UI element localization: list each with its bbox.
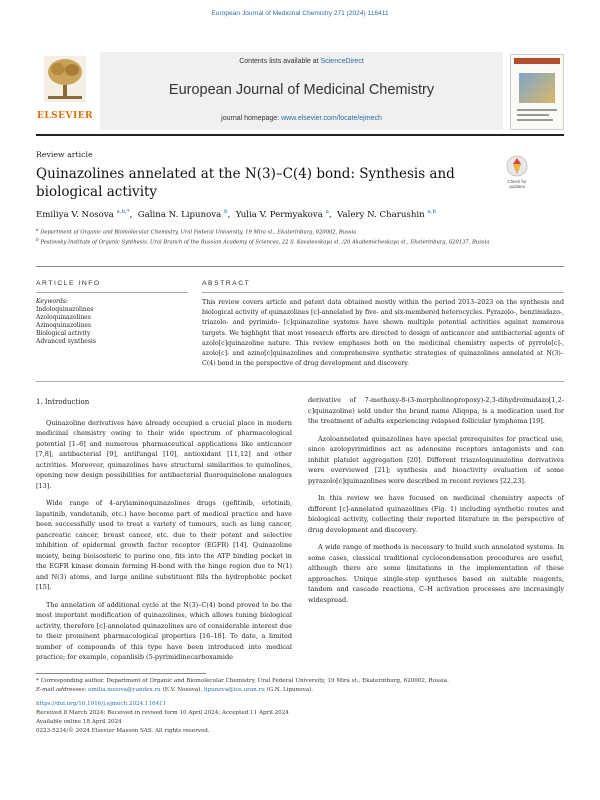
cover-text-line: [517, 119, 553, 121]
running-header: European Journal of Medicinal Chemistry 271 (2024) 116411: [211, 10, 389, 17]
keyword: Advanced synthesis: [36, 338, 96, 345]
paragraph: A wide range of methods is necessary to build such annelated systems. In some cases, classical traditional cyclocondensation procedures are useful, although there are some limitations in the implementation of these approaches. Unique single-step syntheses based on suitable reagents, tandem and cascade reactions, C–H activation processes are increasingly widespread.: [308, 543, 564, 604]
article-title: Quinazolines annelated at the N(3)–C(4) bond: Synthesis and biological activity: [36, 166, 455, 200]
homepage-link[interactable]: www.elsevier.com/locate/ejmech: [281, 115, 382, 122]
keyword: Azoloquinazolines: [36, 314, 91, 321]
doi-line: [36, 700, 564, 708]
journal-masthead: [36, 52, 564, 130]
divider: [36, 381, 564, 382]
paragraph: In this review we have focused on medicinal chemistry aspects of different [c]-annelated quinazolines (Fig. 1) including synthetic routes and biological activity, collecting their reported literature in the perspective of drug development and discovery.: [308, 494, 564, 534]
affil-text: Postovsky Institute of Organic Synthesis, Ural Branch of the Russian Academy of Sciences, 22 S. Kovalevskaya st. /20 Akademicheskaya st., Ekaterinburg, 620137, Russia: [40, 239, 490, 246]
contents-prefix: Contents lists available at: [239, 58, 319, 65]
author-name[interactable]: Galina N. Lipunova: [137, 209, 222, 220]
author-name[interactable]: Valery N. Charushin: [337, 209, 425, 220]
keyword: Biological activity: [36, 330, 91, 337]
elsevier-logo[interactable]: [36, 52, 94, 130]
abstract-heading: ABSTRACT: [202, 280, 251, 287]
paragraph: Quinazoline derivatives have already occupied a crucial place in modern medicinal chemistry owing to their wide spectrum of pharmacological potential [1–6] and numerous pharmaceutical applications like anticancer [7,8], antibacterial [9], antifungal [10], antioxidant [11,12] and other activities. Moreover, quinazolines have structural similarities to quinolines, opening new design possibilities for antibacterial fluoroquinolone analogues [13].: [36, 418, 292, 490]
author-name[interactable]: Yulia V. Permyakova: [235, 209, 323, 220]
keywords-label: Keywords:: [36, 298, 68, 305]
received-dates: Received 8 March 2024; Received in revised form 10 April 2024; Accepted 11 April 2024: [36, 710, 289, 716]
divider: [36, 292, 188, 293]
doi-link[interactable]: https://doi.org/10.1016/j.ejmech.2024.116411: [36, 701, 167, 707]
corresponding-author-note: * Corresponding author. Department of Organic and Biomolecular Chemistry, Ural Federal University, 19 Mira st., Ekaterinburg, 620002, Russia.: [36, 678, 449, 684]
keyword: Indoloquinazolines: [36, 306, 94, 313]
crossmark-icon[interactable]: [506, 155, 528, 177]
email-link[interactable]: lipunova@ios.uran.ru: [203, 687, 265, 693]
affil-marker: b: [36, 238, 39, 243]
copyright-line: 0223-5234/© 2024 Elsevier Masson SAS. All rights reserved.: [36, 728, 210, 734]
article-type: Review article: [36, 150, 93, 159]
keyword-list: [36, 306, 96, 346]
body-column-right: [308, 395, 564, 612]
cover-text-line: [517, 114, 549, 116]
email-label: E-mail addresses:: [36, 687, 87, 693]
affiliation: [36, 227, 556, 237]
author-list: Emiliya V. Nosova $^{a,b,*}$, Galina N. Lipunova $^b$, Yulia V. Permyakova $^a$, Valery N. Charushin $^{a,b}$: [36, 209, 436, 220]
cover-image: [519, 73, 555, 103]
author-affil-marker[interactable]: b: [224, 209, 228, 215]
cover-title-bar: [514, 58, 560, 64]
sciencedirect-link[interactable]: ScienceDirect: [320, 58, 364, 65]
paragraph: derivative of 7-methoxy-8-(3-morpholinopropoxy)-2,3-dihydroimidazo[1,2-c]quinazoline) sold under the brand name Aliqopa, is a medication used for the treatment of adults experiencing relapsed follicular lymphoma [19].: [308, 396, 564, 425]
author-affil-marker[interactable]: a,b,*: [116, 209, 130, 215]
paragraph: Wide range of 4-arylaminoquinazolines drugs (gefitinib, erlotinib, lapatinib, vandetanib, etc.) have become part of medical practice and have been successfully used to treat a variety of tumours, such as lung cancer, pancreatic cancer, breast cancer, etc. due to their potent and selective inhibition of epidermal growth factor receptor (EGFR) [14]. Quinazoline moiety, being bioisosteric to purine one, fits into the ATP binding pocket in the EGFR kinase domain forming H-bond with the hinge region due to N(1) and N(3) atoms, and large aniline substituent fills the hydrophobic pocket [15].: [36, 499, 292, 591]
elsevier-wordmark: ELSEVIER: [36, 111, 94, 121]
affil-text: Department of Organic and Biomolecular Chemistry, Ural Federal University, 19 Mira st., Ekaterinburg, 620002, Russia: [40, 229, 357, 236]
author-affil-marker[interactable]: a: [325, 209, 329, 215]
cover-text-line: [517, 109, 557, 111]
affil-marker: a: [36, 228, 39, 233]
email-link[interactable]: emilia.nosova@yandex.ru: [88, 687, 161, 693]
elsevier-tree-icon: [44, 56, 86, 102]
body-column-left: [36, 397, 292, 670]
footnote-rule: [36, 673, 206, 674]
abstract-text: This review covers article and patent data obtained mostly within the period 2013–2023 on the synthesis and biological activity of quinazolines [c]-annelated by five- and six-membered heterocycles. Pyrazolo-, benzimidazo-, triazolo- and pyrimido- [c]quinazoline systems have shown multiple potential activities against numerous targets. We highlight that most research efforts are directed to design of anticancer and antibacterial agents of azolo[c]quinazoline nature. This review emphases both on the medicinal chemistry aspects of pyrrolo[c]-, azolo[c]- and azino[c]quinazolines and comprehensive synthetic strategies of quinazolines annelated at N(3)–C(4) bond in the perspective of drug development and discovery.: [202, 299, 564, 368]
email-owner: (E.V. Nosova),: [162, 687, 203, 693]
crossmark-label: Check for updates: [507, 179, 527, 189]
online-date: Available online 18 April 2024: [36, 719, 122, 725]
email-line: [36, 686, 564, 694]
homepage-line: [100, 115, 503, 122]
homepage-prefix: journal homepage:: [221, 115, 280, 122]
email-owner: (G.N. Lipunova).: [266, 687, 314, 693]
masthead-rule: [36, 134, 564, 136]
contents-line: [100, 58, 503, 65]
journal-cover-thumbnail[interactable]: [510, 54, 564, 130]
section-heading: 1. Introduction: [36, 398, 90, 406]
author-name[interactable]: Emiliya V. Nosova: [36, 209, 114, 220]
affiliation: [36, 237, 556, 247]
author-affil-marker[interactable]: a,b: [427, 209, 436, 215]
article-info-heading: ARTICLE INFO: [36, 280, 101, 287]
paragraph: Azoloannelated quinazolines have special prerequisites for practical use, since azolopyrimidines act as adenosine receptors antagonists and can inhibit platelet aggregation [20]. Different triazoloquinazoline derivatives were overviewed [21]; synthesis and bioactivity evaluation of some pyrazolo[c]quinazolines were described in recent reviews [22,23].: [308, 434, 564, 485]
divider: [36, 266, 564, 267]
divider: [202, 292, 564, 293]
keyword: Azinoquinazolines: [36, 322, 92, 329]
paragraph: The annelation of additional cycle at the N(3)–C(4) bond proved to be the most important modification of quinazolines, which allows tuning biological activity, therefore [c]-annelated quinazolines are of considerable interest due to their prominent pharmacological properties [16–18]. To date, a limited number of compounds of this type have been introduced into medical practice; for example, copanlisib (5-pyrimidinecarboxamide: [36, 600, 292, 661]
journal-title: European Journal of Medicinal Chemistry: [168, 82, 435, 98]
